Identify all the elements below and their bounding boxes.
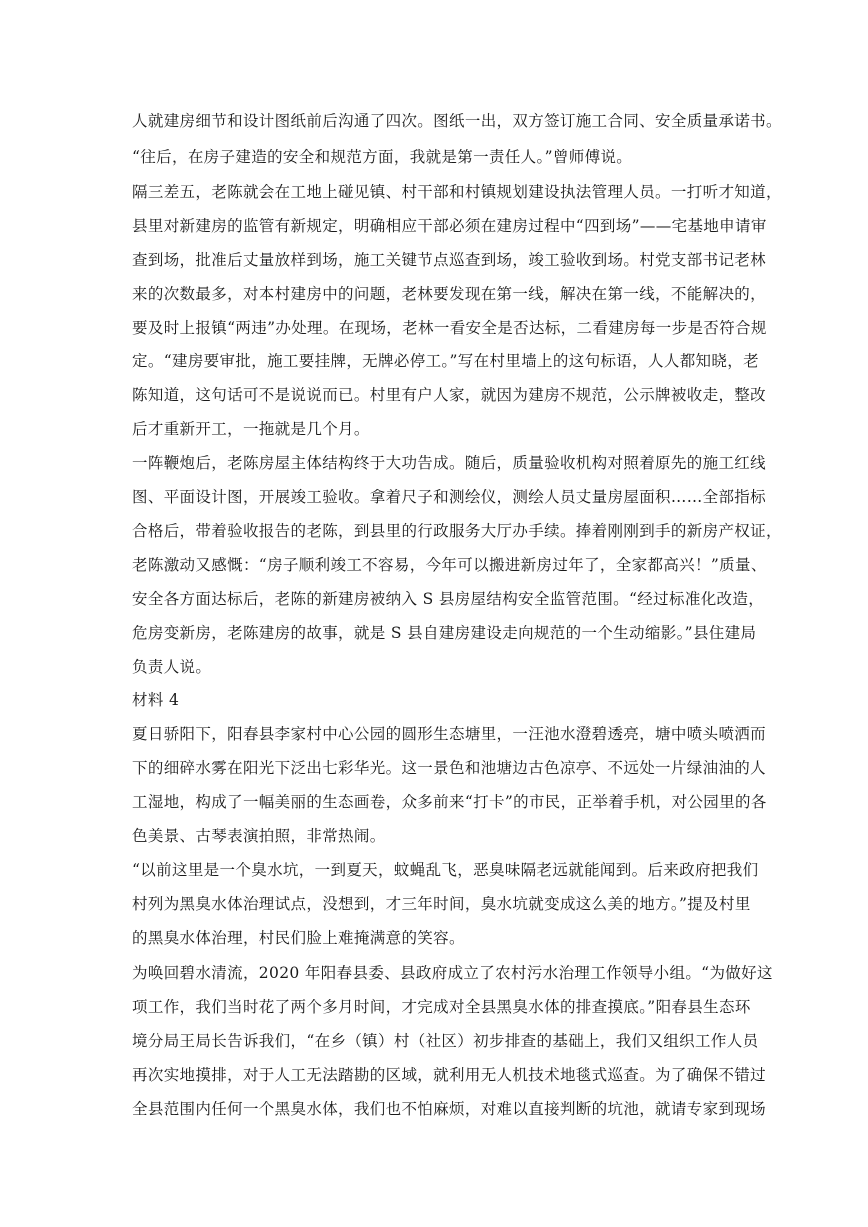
text-line: 老陈激动又感慨：“房子顺利竣工不容易，今年可以搬进新房过年了，全家都高兴！”质量、: [132, 556, 767, 574]
text-line: 夏日骄阳下，阳春县李家村中心公园的圆形生态塘里，一汪池水澄碧透亮，塘中喷头喷洒而: [132, 725, 767, 743]
text-line: 色美景、古琴表演拍照，非常热闹。: [132, 827, 386, 845]
text-line: 村列为黑臭水体治理试点，没想到，才三年时间，臭水坑就变成这么美的地方。”提及村里: [132, 895, 751, 913]
text-line: 工湿地，构成了一幅美丽的生态画卷，众多前来“打卡”的市民，正举着手机，对公园里的各: [132, 793, 767, 811]
text-line: 全县范围内任何一个黑臭水体，我们也不怕麻烦，对难以直接判断的坑池，就请专家到现场: [132, 1100, 767, 1118]
text-line: 境分局王局长告诉我们，“在乡（镇）村（社区）初步排查的基础上，我们又组织工作人员: [132, 1032, 759, 1050]
text-line: 陈知道，这句话可不是说说而已。村里有户人家，就因为建房不规范，公示牌被收走，整改: [132, 386, 767, 404]
text-line: 再次实地摸排，对于人工无法踏勘的区域，就利用无人机技术地毯式巡查。为了确保不错过: [132, 1066, 767, 1084]
text-line: “往后，在房子建造的安全和规范方面，我就是第一责任人。”曾师傅说。: [132, 148, 633, 166]
text-line: 下的细碎水雾在阳光下泛出七彩华光。这一景色和池塘边古色凉亭、不远处一片绿油油的人: [132, 759, 767, 777]
text-line: 图、平面设计图，开展竣工验收。拿着尺子和测绘仪，测绘人员丈量房屋面积……全部指标: [132, 488, 767, 506]
text-line: 安全各方面达标后，老陈的新建房被纳入 S 县房屋结构安全监管范围。“经过标准化改造，: [132, 590, 765, 608]
text-line: 县里对新建房的监管有新规定，明确相应干部必须在建房过程中“四到场”——宅基地申请审: [132, 217, 767, 235]
text-line: 的黑臭水体治理，村民们脸上难掩满意的笑容。: [132, 929, 465, 947]
text-line: 项工作，我们当时花了两个多月时间，才完成对全县黑臭水体的排查摸底。”阳春县生态环: [132, 998, 751, 1016]
text-line: 要及时上报镇“两违”办处理。在现场，老林一看安全是否达标，二看建房每一步是否符合规: [132, 319, 767, 337]
text-line: “以前这里是一个臭水坑，一到夏天，蚊蝇乱飞，恶臭味隔老远就能闻到。后来政府把我们: [132, 861, 759, 879]
text-line: 为唤回碧水清流，2020 年阳春县委、县政府成立了农村污水治理工作领导小组。“为做好这: [132, 964, 773, 982]
text-line: 隔三差五，老陈就会在工地上碰见镇、村干部和村镇规划建设执法管理人员。一打听才知道，: [132, 183, 782, 201]
text-line: 人就建房细节和设计图纸前后沟通了四次。图纸一出，双方签订施工合同、安全质量承诺书。: [132, 112, 782, 130]
text-line: 负责人说。: [132, 658, 212, 676]
text-line: 来的次数最多，对本村建房中的问题，老林要发现在第一线，解决在第一线，不能解决的，: [132, 285, 767, 303]
text-line: 合格后，带着验收报告的老陈，到县里的行政服务大厅办手续。捧着刚刚到手的新房产权证，: [132, 522, 782, 540]
text-line: 定。“建房要审批，施工要挂牌，无牌必停工。”写在村里墙上的这句标语，人人都知晓，老: [132, 352, 759, 370]
text-line: 后才重新开工，一拖就是几个月。: [132, 420, 370, 438]
text-line: 危房变新房，老陈建房的故事，就是 S 县自建房建设走向规范的一个生动缩影。”县住建局: [132, 624, 757, 642]
section-heading: 材料 4: [132, 691, 180, 709]
text-line: 一阵鞭炮后，老陈房屋主体结构终于大功告成。随后，质量验收机构对照着原先的施工红线: [132, 454, 767, 472]
text-line: 查到场，批准后丈量放样到场，施工关键节点巡查到场，竣工验收到场。村党支部书记老林: [132, 251, 767, 269]
